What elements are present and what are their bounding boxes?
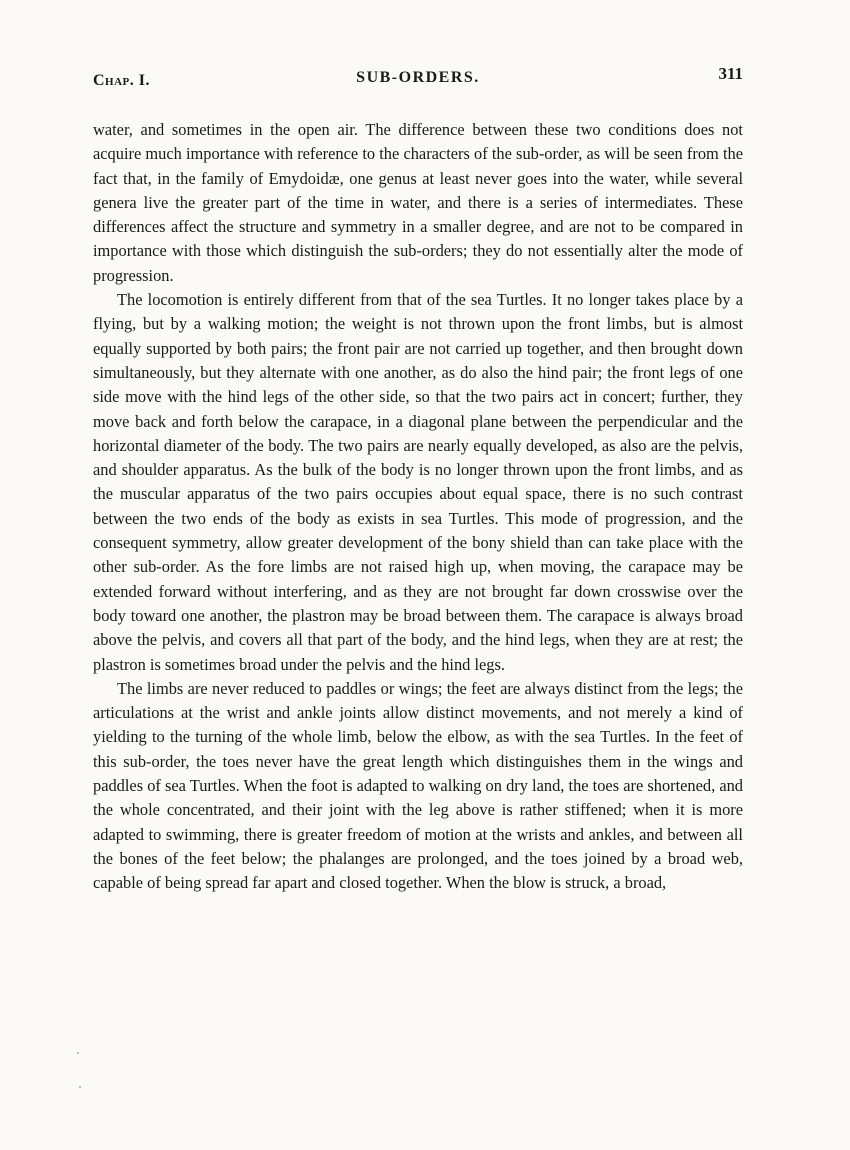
running-header [93,64,743,94]
body-text [93,118,743,896]
paper-speck [79,1086,81,1088]
paragraph-locomotion: The locomotion is entirely different from that of the sea Turtles. It no longer takes place by a flying, but by a walking motion; the weight is not thrown upon the front limbs, but is almost equally supported by both pairs; the front pair are not carried up together, and then brought down simultaneously, but they alternate with one another, as do also the hind pair; the front legs of one side move with the hind legs of the other side, so that the two pairs act in concert; further, they move back and forth below the carapace, in a diagonal plane between the perpendicular and the horizontal diameter of the body. The two pairs are nearly equally developed, as also are the pelvis, and shoulder apparatus. As the bulk of the body is no longer thrown upon the front limbs, and as the muscular apparatus of the two pairs occupies about equal space, there is no such contrast between the two ends of the body as exists in sea Turtles. This mode of progression, and the consequent symmetry, allow greater development of the bony shield than can take place with the other sub-order. As the fore limbs are not raised high up, when moving, the carapace may be extended forward without interfering, and as they are not brought far down crosswise over the body toward one another, the plastron may be broad between them. The carapace is always broad above the pelvis, and covers all that part of the body, and the hind legs, when they are at rest; the plastron is sometimes broad under the pelvis and the hind legs. [93,290,743,674]
paragraph-limbs: The limbs are never reduced to paddles or wings; the feet are always distinct from the legs; the articulations at the wrist and ankle joints allow distinct movements, and not merely a kind of yielding to the turning of the whole limb, below the elbow, as with the sea Turtles. In the feet of this sub-order, the toes never have the great length which distinguishes them in the wings and paddles of sea Turtles. When the foot is adapted to walking on dry land, the toes are shortened, and the whole concentrated, and their joint with the leg above is rather stiffened; when it is more adapted to swimming, there is greater freedom of motion at the wrists and ankles, and between all the bones of the feet below; the phalanges are prolonged, and the toes joined by a broad web, capable of being spread far apart and closed together. When the blow is struck, a broad, [93,678,743,893]
paper-speck [77,1052,79,1054]
section-title: SUB-ORDERS. [356,69,480,86]
book-page [93,64,743,896]
page-number: 311 [718,64,743,83]
chapter-label: Chap. I. [93,72,151,89]
paragraph-continued: water, and sometimes in the open air. The difference between these two conditions does not acquire much importance with reference to the characters of the sub-order, as will be seen from the fact that, in the family of Emydoidæ, one genus at least never goes into the water, while several genera live the greater part of the time in water, and there is a series of intermediates. These differences affect the structure and symmetry in a smaller degree, and are not to be compared in importance with those which distinguish the sub-orders; they do not essentially alter the mode of progression. [93,120,743,285]
